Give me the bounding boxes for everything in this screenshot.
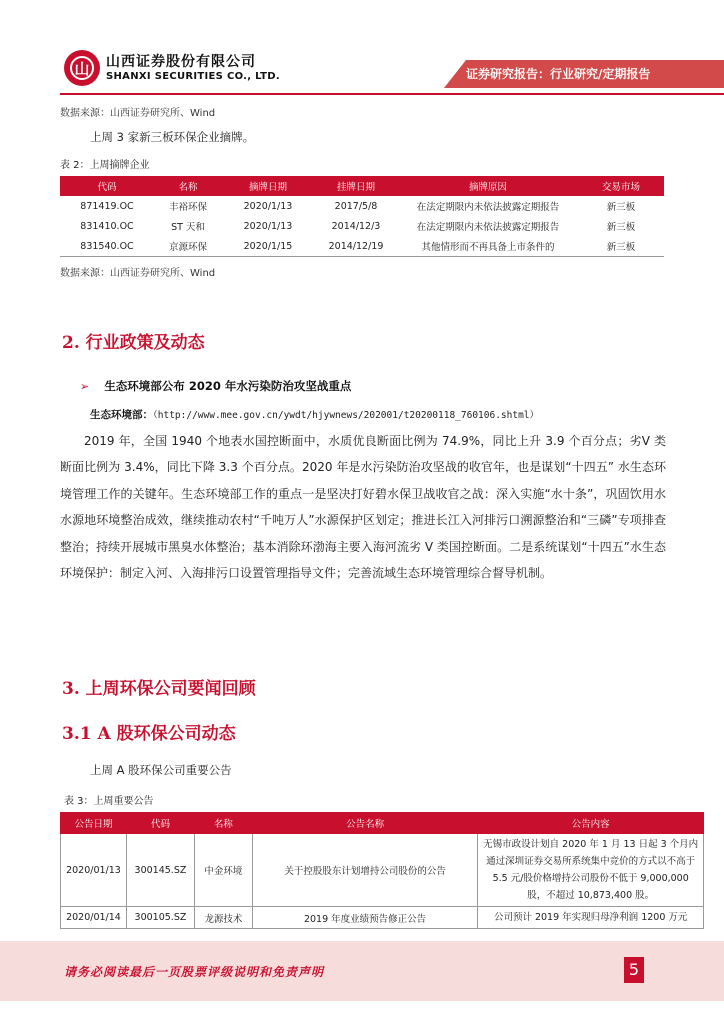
cell: 在法定期限内未依法披露定期报告 bbox=[416, 202, 560, 213]
table-row bbox=[61, 834, 704, 907]
col-header: 交易市场 bbox=[578, 176, 664, 196]
cell: 831410.OC bbox=[80, 220, 134, 232]
col-header: 名称 bbox=[194, 813, 252, 834]
col-header: 摘牌日期 bbox=[222, 176, 314, 196]
header-divider bbox=[60, 93, 724, 95]
table-header-row bbox=[60, 176, 664, 196]
table-row bbox=[60, 196, 664, 216]
cell: 丰裕环保 bbox=[168, 202, 207, 213]
cell: 新三板 bbox=[606, 242, 636, 253]
source-url[interactable]: （http://www.mee.gov.cn/ywdt/hjywnews/202001/t20200118_760106.shtml） bbox=[153, 410, 540, 421]
page-number: 5 bbox=[624, 957, 644, 983]
source-line bbox=[90, 403, 539, 422]
cell: ST 天和 bbox=[171, 222, 205, 233]
policy-body-text: 2019 年，全国 1940 个地表水国控断面中，水质优良断面比例为 74.9%，同比上升 3.9 个百分点；劣V 类断面比例为 3.4%，同比下降 3.3 个百分点。2020 年是水污染防治攻坚战的收官年，也是谋划“十四五” 水生态环境管理工作的关键年。生态环境部工作的重点一是坚决打好碧水保卫战收官之战：深入实施“水十条”，巩固饮用水水源地环境整治成效，继续推动农村“千吨万人”水源保护区划定；推进长江入河排污口溯源整治和“三磷”专项排查整治；持续开展城市黑臭水体整治；基本消除环渤海主要入海河流劣 V 类国控断面。二是系统谋划“十四五”水生态环境保护：制定入河、入海排污口设置管理指导文件；完善流域生态环境管理综合督导机制。 bbox=[60, 434, 666, 581]
col-header: 代码 bbox=[126, 813, 194, 834]
section-3-1-heading: 3.1 A 股环保公司动态 bbox=[62, 724, 236, 744]
policy-bullet bbox=[80, 375, 351, 394]
arrow-bullet-icon: ➢ bbox=[80, 380, 90, 393]
cell: 2020/1/13 bbox=[243, 220, 293, 232]
cell: 2020/01/13 bbox=[61, 834, 127, 907]
table3-caption: 表 3：上周重要公告 bbox=[64, 796, 154, 807]
delisting-intro: 上周 3 家新三板环保企业摘牌。 bbox=[90, 130, 255, 144]
cell: 京源环保 bbox=[168, 242, 207, 253]
cell: 公司预计 2019 年实现归母净利润 1200 万元 bbox=[478, 907, 704, 929]
col-header: 挂牌日期 bbox=[314, 176, 398, 196]
table-header-row bbox=[61, 813, 704, 834]
logo-glyph: 山 bbox=[74, 59, 90, 78]
cell: 2017/5/8 bbox=[334, 200, 378, 212]
cell: 关于控股股东计划增持公司股份的公告 bbox=[252, 834, 478, 907]
table-row bbox=[61, 907, 704, 929]
report-type: 证券研究报告：行业研究/定期报告 bbox=[466, 67, 651, 81]
cell: 无锡市政设计划自 2020 年 1 月 13 日起 3 个月内通过深圳证券交易所系统集中竞价的方式以不高于 5.5 元/股价格增持公司股份不低于 9,000,000 股，不超过 10,873,400 股。 bbox=[478, 834, 704, 907]
announcements-table bbox=[60, 812, 704, 929]
section-2-heading: 2. 行业政策及动态 bbox=[62, 333, 205, 353]
table-row bbox=[60, 236, 664, 257]
cell: 871419.OC bbox=[80, 200, 134, 212]
bullet-title: 生态环境部公布 2020 年水污染防治攻坚战重点 bbox=[104, 379, 352, 393]
col-header: 公告名称 bbox=[252, 813, 478, 834]
section-3-heading: 3. 上周环保公司要闻回顾 bbox=[62, 679, 256, 699]
cell: 2020/01/14 bbox=[61, 907, 127, 929]
cell: 2014/12/3 bbox=[331, 220, 381, 232]
cell: 300145.SZ bbox=[126, 834, 194, 907]
company-name-cn: 山西证券股份有限公司 bbox=[106, 54, 256, 70]
cell: 2019 年度业绩预告修正公告 bbox=[252, 907, 478, 929]
delisted-companies-table bbox=[60, 176, 664, 257]
cell: 2020/1/13 bbox=[243, 200, 293, 212]
cell: 在法定期限内未依法披露定期报告 bbox=[416, 222, 560, 233]
company-logo bbox=[64, 50, 100, 86]
cell: 新三板 bbox=[606, 222, 636, 233]
col-header: 代码 bbox=[60, 176, 154, 196]
data-source-2: 数据来源：山西证券研究所、Wind bbox=[60, 268, 216, 279]
source-label: 生态环境部： bbox=[90, 409, 153, 421]
col-header: 公告日期 bbox=[61, 813, 127, 834]
cell: 其他情形而不再具备上市条件的 bbox=[421, 242, 555, 253]
cell: 2014/12/19 bbox=[328, 240, 384, 252]
table-row bbox=[60, 216, 664, 236]
table2-caption: 表 2：上周摘牌企业 bbox=[60, 160, 150, 171]
cell: 300105.SZ bbox=[126, 907, 194, 929]
company-name-en: SHANXI SECURITIES CO., LTD. bbox=[106, 71, 280, 82]
announcements-intro: 上周 A 股环保公司重要公告 bbox=[90, 763, 232, 777]
cell: 831540.OC bbox=[80, 240, 134, 252]
footer-disclaimer: 请务必阅读最后一页股票评级说明和免责声明 bbox=[64, 965, 325, 979]
col-header: 名称 bbox=[154, 176, 222, 196]
cell: 中金环境 bbox=[194, 834, 252, 907]
col-header: 公告内容 bbox=[478, 813, 704, 834]
col-header: 摘牌原因 bbox=[398, 176, 578, 196]
data-source-1: 数据来源：山西证券研究所、Wind bbox=[60, 108, 216, 119]
cell: 2020/1/15 bbox=[243, 240, 293, 252]
cell: 新三板 bbox=[606, 202, 636, 213]
cell: 龙源技术 bbox=[194, 907, 252, 929]
